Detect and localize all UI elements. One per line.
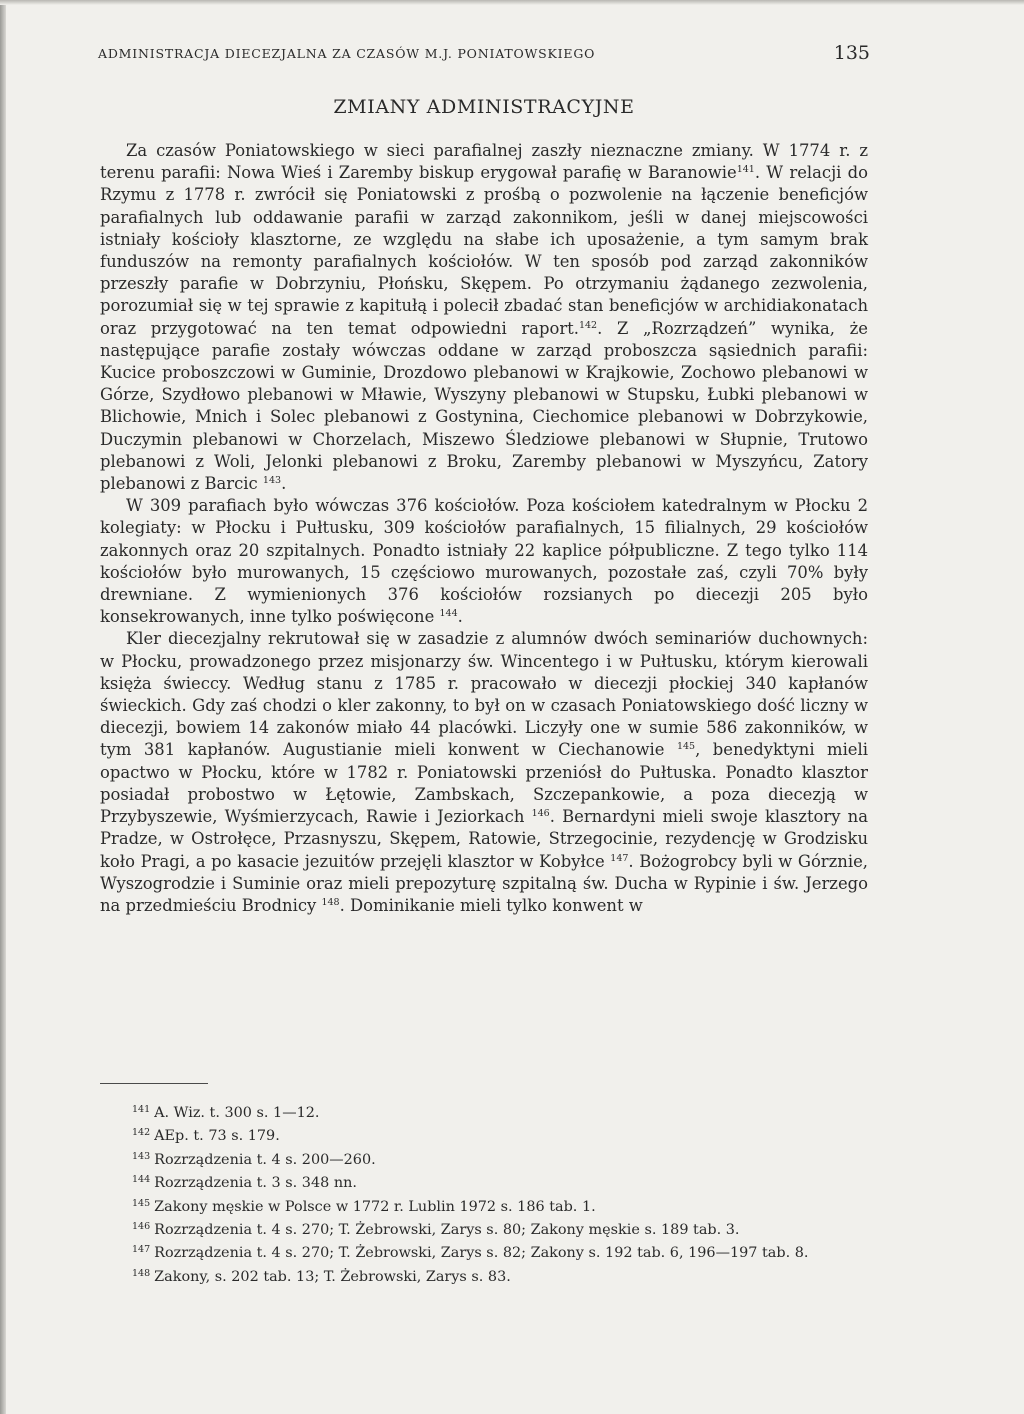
footnote-text: AEp. t. 73 s. 179. (154, 1128, 280, 1145)
footnote-text: Rozrządzenia t. 4 s. 270; T. Żebrowski, Zarys s. 82; Zakony s. 192 tab. 6, 196—197 tab. 8. (154, 1245, 809, 1262)
paragraph-text: Kler diecezjalny rekrutował się w zasadzie z alumnów dwóch seminariów duchownych: w Płocku, prowadzonego przez misjonarzy św. Wincentego i w Pułtusku, którym kierowali księża świeccy. Według stanu z 1785 r. pracowało w diecezji płockiej 340 kapłanów świeckich. Gdy zaś chodzi o kler zakonny, to był on w czasach Poniatowskiego dość liczny w diecezji, bowiem 14 zakonów miało 44 placówki. Liczyły one w sumie 586 zakonników, w tym 381 kapłanów. Augustianie mieli konwent w Ciechanowie (100, 629, 868, 760)
paragraph-text: . (281, 474, 287, 494)
footnote-number: 142 (132, 1127, 151, 1139)
footnote-rule (100, 1083, 208, 1084)
footnote-number: 146 (132, 1221, 151, 1233)
footnote-text: A. Wiz. t. 300 s. 1—12. (154, 1105, 320, 1121)
footnote (100, 1147, 868, 1170)
footnote-text: Rozrządzenia t. 4 s. 200—260. (154, 1151, 376, 1168)
paragraph (100, 628, 868, 917)
paragraph (100, 495, 868, 628)
footnote-ref: 143 (262, 475, 282, 487)
footnote-number: 147 (132, 1244, 151, 1256)
footnote (100, 1123, 868, 1146)
footnote-number: 141 (132, 1104, 151, 1115)
scan-edge-top (0, 0, 1024, 5)
footnote-ref: 147 (610, 852, 629, 864)
footnote-text: Zakony, s. 202 tab. 13; T. Żebrowski, Zarys s. 83. (154, 1268, 511, 1285)
footnote-number: 145 (132, 1197, 151, 1209)
running-title: ADMINISTRACJA DIECEZJALNA ZA CZASÓW M.J. PONIATOWSKIEGO (98, 46, 596, 61)
body-text (100, 140, 868, 917)
footnote (100, 1100, 868, 1123)
paragraph-text: . Dominikanie mieli tylko konwent w (339, 895, 643, 915)
footnote-number: 148 (132, 1267, 151, 1279)
footnote (100, 1240, 868, 1263)
footnote-number: 144 (132, 1174, 151, 1186)
footnote-ref: 141 (736, 164, 755, 176)
footnote-ref: 142 (578, 319, 598, 331)
footnote-ref: 146 (531, 808, 550, 820)
section-title: ZMIANY ADMINISTRACYJNE (333, 96, 635, 118)
paragraph-text: , benedyktyni mieli opactwo w Płocku, które w 1782 r. Poniatowski przeniósł do Pułtuska. Ponadto klasztor posiadał probostwo w Łętowie, Zambskach, Szczepankowie, a poza diecezją w Przybyszewie, Wyśmierzycach, Rawie i Jeziorkach (100, 740, 868, 827)
scan-edge-left (0, 0, 6, 1414)
footnote (100, 1194, 868, 1217)
footnote-text: Rozrządzenia t. 3 s. 348 nn. (154, 1175, 357, 1192)
paragraph-text: . Z „Rozrządzeń” wynika, że następujące parafie zostały wówczas oddane w zarząd proboszcza sąsiednich parafii: Kucice proboszczowi w Guminie, Drozdowo plebanowi w Krajkowie, Zochowo plebanowi w Górze, Szydłowo plebanowi w Mławie, Wyszyny plebanowi w Stupsku, Łubki plebanowi w Blichowie, Mnich i Solec plebanowi z Gostynina, Ciechomice plebanowi w Dobrzykowie, Duczymin plebanowi w Chorzelach, Miszewo Śledziowe plebanowi w Słupnie, Trutowo plebanowi z Woli, Jelonki plebanowi z Broku, Zaremby plebanowi w Myszyńcu, Zatory plebanowi z Barcic (100, 318, 868, 494)
footnote-ref: 148 (321, 896, 340, 908)
footnote-number: 143 (132, 1150, 151, 1162)
paragraph-text: . W relacji do Rzymu z 1778 r. zwrócił się Poniatowski z prośbą o pozwolenie na łączenie beneficjów parafialnych lub oddawanie parafii w zarząd zakonnikom, jeśli w danej miejscowości istniały kościoły klasztorne, ze względu na słabe ich uposażenie, a tym samym brak funduszów na remonty parafialnych kościołów. W ten sposób pod zarząd zakonników przeszły parafie w Dobrzyniu, Płońsku, Skępem. Po otrzymaniu żądanego zezwolenia, porozumiał się w tej sprawie z kapitułą i polecił zbadać stan beneficjów w archidiakonatach oraz przygotować na ten temat odpowiedni raport. (100, 163, 868, 338)
footnote-ref: 145 (676, 741, 696, 753)
footnote (100, 1170, 868, 1193)
paragraph-text: . Bożogrobcy byli w Górznie, Wyszogrodzie i Suminie oraz mieli prepozyturę szpitalną św. Ducha w Rypinie i św. Jerzego na przedmieściu Brodnicy (100, 851, 868, 915)
footnote-text: Rozrządzenia t. 4 s. 270; T. Żebrowski, Zarys s. 80; Zakony męskie s. 189 tab. 3. (154, 1222, 740, 1239)
paragraph-text: . Bernardyni mieli swoje klasztory na Pradze, w Ostrołęce, Przasnyszu, Skępem, Ratowie, Strzegocinie, rezydencję w Grodzisku koło Pragi, a po kasacie jezuitów przejęli klasztor w Kobyłce (100, 807, 868, 871)
paragraph-text: W 309 parafiach było wówczas 376 kościołów. Poza kościołem katedralnym w Płocku 2 kolegiaty: w Płocku i Pułtusku, 309 kościołów parafialnych, 15 filialnych, 29 kościołów zakonnych oraz 20 szpitalnych. Ponadto istniały 22 kaplice półpubliczne. Z tego tylko 114 kościołów było murowanych, 15 częściowo murowanych, pozostałe zaś, czyli 70% były drewniane. Z wymienionych 376 kościołów rozsianych po diecezji 205 było konsekrowanych, inne tylko poświęcone (100, 496, 868, 627)
page-header (98, 40, 870, 72)
footnotes (100, 1100, 868, 1287)
page-number: 135 (833, 42, 870, 64)
footnote-ref: 144 (439, 608, 458, 620)
paragraph-text: Za czasów Poniatowskiego w sieci parafialnej zaszły nieznaczne zmiany. W 1774 r. z terenu parafii: Nowa Wieś i Zaremby biskup erygował parafię w Baranowie (100, 141, 868, 183)
footnote (100, 1264, 868, 1287)
footnote (100, 1217, 868, 1240)
footnote-text: Zakony męskie w Polsce w 1772 r. Lublin 1972 s. 186 tab. 1. (154, 1198, 596, 1215)
paragraph-text: . (457, 607, 463, 627)
paragraph (100, 140, 868, 495)
